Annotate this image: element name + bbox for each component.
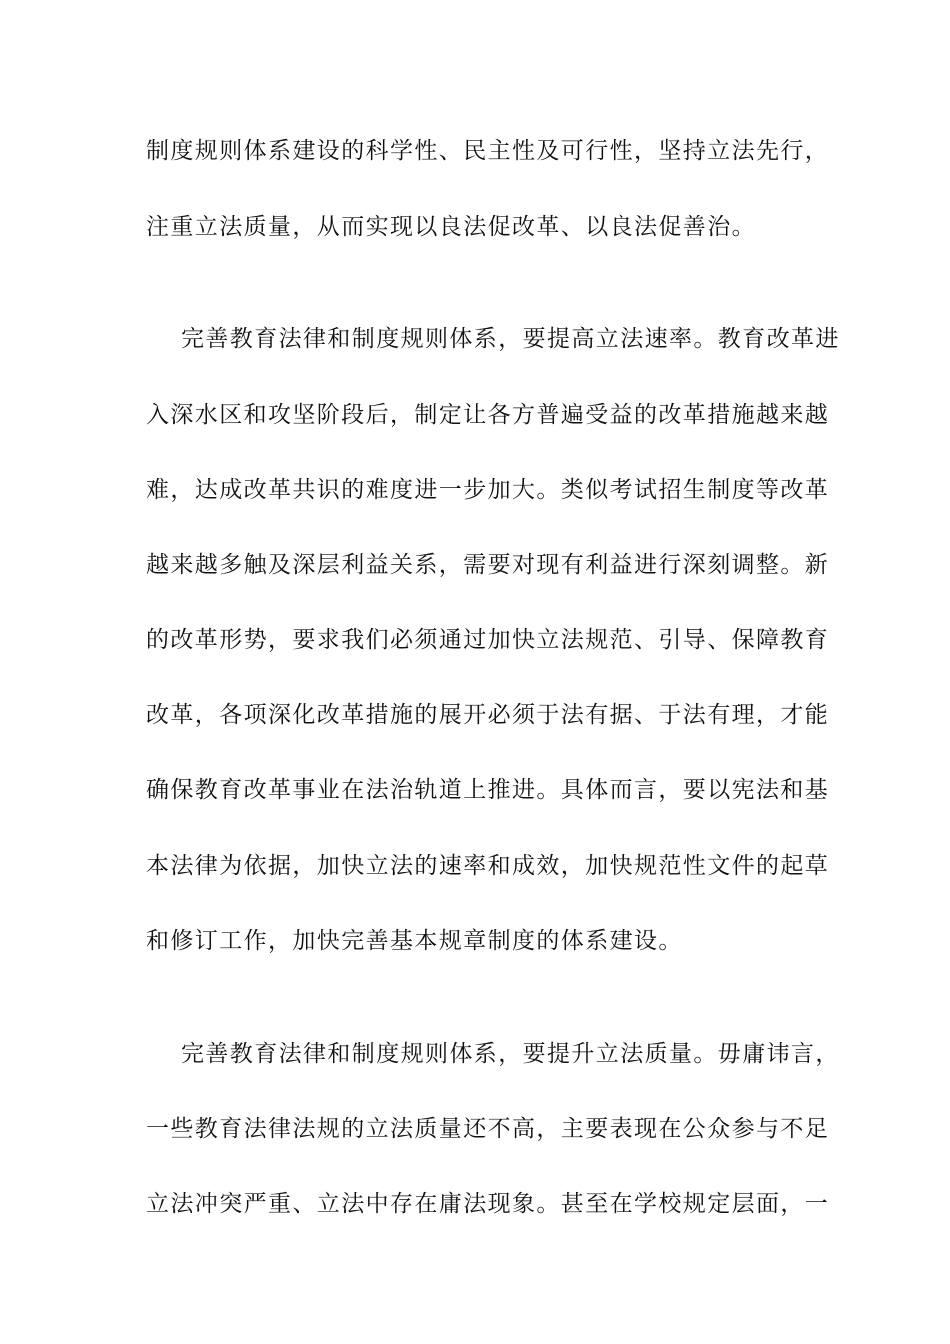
paragraph-2-line-4: 越来越多触及深层利益关系，需要对现有利益进行深刻调整。新: [146, 552, 830, 578]
paragraph-2-line-1: 完善教育法律和制度规则体系，要提高立法速率。教育改革进: [181, 326, 840, 352]
text-line-2: 注重立法质量，从而实现以良法促改革、以良法促善治。: [146, 214, 756, 240]
paragraph-2-line-9: 和修订工作，加快完善基本规章制度的体系建设。: [146, 928, 683, 954]
paragraph-3-line-2: 一些教育法律法规的立法质量还不高，主要表现在公众参与不足: [146, 1116, 830, 1142]
paragraph-3-line-3: 立法冲突严重、立法中存在庸法现象。甚至在学校规定层面，一: [146, 1191, 830, 1217]
paragraph-2-line-7: 确保教育改革事业在法治轨道上推进。具体而言，要以宪法和基: [146, 777, 830, 803]
paragraph-3-line-1: 完善教育法律和制度规则体系，要提升立法质量。毋庸讳言，: [181, 1041, 840, 1067]
text-line-1: 制度规则体系建设的科学性、民主性及可行性，坚持立法先行，: [146, 138, 830, 164]
paragraph-2-line-8: 本法律为依据，加快立法的速率和成效，加快规范性文件的起草: [146, 853, 830, 879]
paragraph-2-line-5: 的改革形势，要求我们必须通过加快立法规范、引导、保障教育: [146, 627, 830, 653]
paragraph-2-line-6: 改革，各项深化改革措施的展开必须于法有据、于法有理，才能: [146, 702, 830, 728]
paragraph-2-line-2: 入深水区和攻坚阶段后，制定让各方普遍受益的改革措施越来越: [146, 402, 830, 428]
paragraph-2-line-3: 难，达成改革共识的难度进一步加大。类似考试招生制度等改革: [146, 477, 830, 503]
